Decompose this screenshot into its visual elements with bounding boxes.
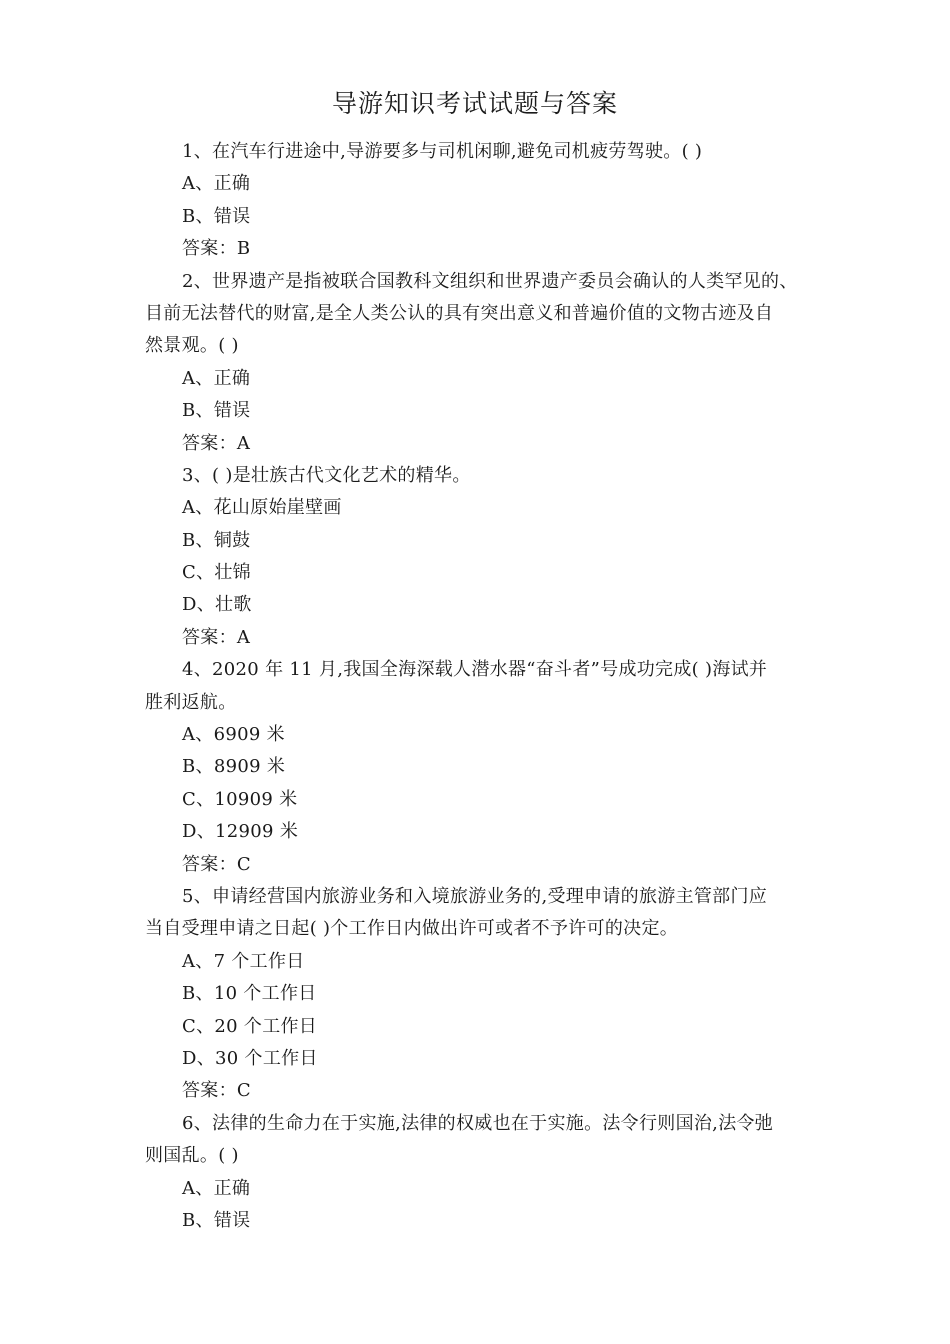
question-4-answer: 答案：C bbox=[182, 853, 251, 875]
question-4-stem-line-2: 胜利返航。 bbox=[145, 691, 237, 713]
question-3-option-d: D、壮歌 bbox=[182, 594, 252, 616]
question-list bbox=[145, 136, 810, 1237]
question-3-option-c: C、壮锦 bbox=[182, 562, 251, 584]
question-5-option-d: D、30 个工作日 bbox=[182, 1047, 318, 1069]
question-4-option-a: A、6909 米 bbox=[182, 724, 285, 746]
question-1-stem-line-1: 1、在汽车行进途中,导游要多与司机闲聊,避免司机疲劳驾驶。( ) bbox=[182, 141, 703, 162]
question-5-answer: 答案：C bbox=[182, 1080, 251, 1102]
question-5-option-c: C、20 个工作日 bbox=[182, 1015, 318, 1037]
question-3-answer: 答案：A bbox=[182, 626, 251, 648]
question-1-answer: 答案：B bbox=[182, 238, 251, 260]
question-6-stem-line-2: 则国乱。( ) bbox=[145, 1145, 239, 1167]
question-6-option-b: B、错误 bbox=[182, 1209, 251, 1231]
question-1-option-b: B、错误 bbox=[182, 205, 251, 227]
question-4-stem-line-1: 4、2020 年 11 月,我国全海深载人潜水器“奋斗者”号成功完成( )海试并 bbox=[182, 659, 768, 681]
question-2-stem-line-1: 2、世界遗产是指被联合国教科文组织和世界遗产委员会确认的人类罕见的、 bbox=[182, 270, 798, 292]
question-5-stem-line-2: 当自受理申请之日起( )个工作日内做出许可或者不予许可的决定。 bbox=[145, 918, 679, 940]
question-4-option-d: D、12909 米 bbox=[182, 821, 299, 843]
question-2-stem-line-2: 目前无法替代的财富,是全人类公认的具有突出意义和普遍价值的文物古迹及自 bbox=[145, 302, 774, 324]
document-title: 导游知识考试试题与答案 bbox=[331, 89, 618, 118]
question-5-option-b: B、10 个工作日 bbox=[182, 983, 317, 1005]
question-1-option-a: A、正确 bbox=[182, 173, 251, 195]
question-2-stem-line-3: 然景观。( ) bbox=[145, 335, 239, 357]
question-2-option-b: B、错误 bbox=[182, 400, 251, 422]
question-4-option-b: B、8909 米 bbox=[182, 756, 286, 778]
question-5-stem-line-1: 5、申请经营国内旅游业务和入境旅游业务的,受理申请的旅游主管部门应 bbox=[182, 885, 768, 907]
question-2-option-a: A、正确 bbox=[182, 367, 251, 389]
question-3-option-b: B、铜鼓 bbox=[182, 529, 251, 551]
question-3-stem-line-1: 3、( )是壮族古代文化艺术的精华。 bbox=[182, 464, 471, 486]
question-5-option-a: A、7 个工作日 bbox=[182, 950, 305, 972]
question-6-stem-line-1: 6、法律的生命力在于实施,法律的权威也在于实施。法令行则国治,法令弛 bbox=[182, 1112, 774, 1134]
question-2-answer: 答案：A bbox=[182, 432, 251, 454]
question-6-option-a: A、正确 bbox=[182, 1177, 251, 1199]
question-3-option-a: A、花山原始崖壁画 bbox=[182, 497, 342, 519]
question-4-option-c: C、10909 米 bbox=[182, 788, 298, 810]
